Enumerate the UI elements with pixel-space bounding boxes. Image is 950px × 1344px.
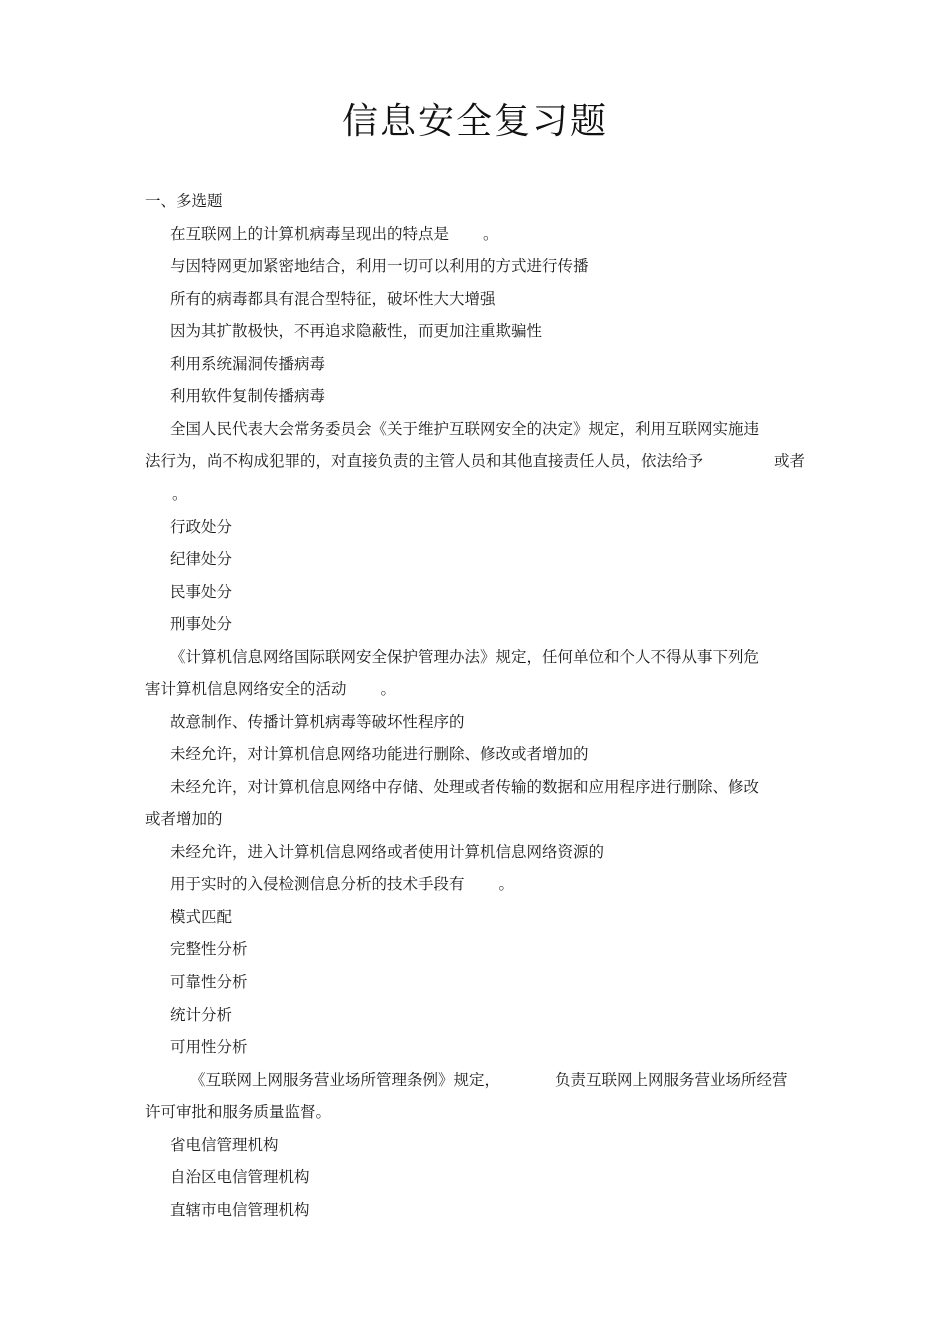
- question-1-option-d: 利用系统漏洞传播病毒: [170, 355, 326, 373]
- question-1-option-a: 与因特网更加紧密地结合，利用一切可以利用的方式进行传播: [170, 257, 589, 275]
- question-3-option-d: 未经允许，进入计算机信息网络或者使用计算机信息网络资源的: [170, 843, 605, 861]
- question-1-option-b: 所有的病毒都具有混合型特征，破坏性大大增强: [170, 290, 496, 308]
- question-1-text: 在互联网上的计算机病毒呈现出的特点是: [170, 225, 450, 243]
- question-1-option-c: 因为其扩散极快，不再追求隐蔽性，而更加注重欺骗性: [170, 322, 543, 340]
- question-5-stem-line-2: 许可审批和服务质量监督。: [145, 1103, 332, 1121]
- question-3-option-b: 未经允许，对计算机信息网络功能进行删除、修改或者增加的: [170, 745, 589, 763]
- question-4-option-b: 完整性分析: [170, 940, 248, 958]
- section-heading: 一、多选题: [145, 192, 223, 210]
- question-1-stem: [170, 223, 499, 245]
- question-4-option-d: 统计分析: [170, 1006, 233, 1024]
- question-5-option-b: 自治区电信管理机构: [170, 1168, 310, 1186]
- question-3-text: 害计算机信息网络安全的活动: [145, 680, 347, 698]
- question-4-option-c: 可靠性分析: [170, 973, 248, 991]
- question-3-option-c: 未经允许，对计算机信息网络中存储、处理或者传输的数据和应用程序进行删除、修改: [170, 778, 760, 796]
- question-2-option-d: 刑事处分: [170, 615, 233, 633]
- question-2-stem-line-2: 法行为，尚不构成犯罪的，对直接负责的主管人员和其他直接责任人员，依法给予: [145, 452, 704, 470]
- question-4-text: 用于实时的入侵检测信息分析的技术手段有: [170, 875, 465, 893]
- question-2-stem-line-1: 全国人民代表大会常务委员会《关于维护互联网安全的决定》规定，利用互联网实施违: [170, 420, 760, 438]
- question-2-option-b: 纪律处分: [170, 550, 233, 568]
- question-1-end: 。: [483, 225, 499, 243]
- question-2-option-a: 行政处分: [170, 518, 233, 536]
- question-4-stem: [170, 873, 514, 895]
- question-3-option-c-cont: 或者增加的: [145, 810, 223, 828]
- question-3-end: 。: [380, 680, 397, 698]
- question-3-stem-line-2: [145, 678, 396, 700]
- question-2-stem-line-3: 。: [172, 485, 188, 503]
- question-4-option-e: 可用性分析: [170, 1038, 248, 1056]
- question-5-stem-line-1-tail: 负责互联网上网服务营业场所经营: [555, 1071, 788, 1089]
- question-3-option-a: 故意制作、传播计算机病毒等破坏性程序的: [170, 713, 465, 731]
- question-4-option-a: 模式匹配: [170, 908, 233, 926]
- question-2-option-c: 民事处分: [170, 583, 233, 601]
- question-3-stem-line-1: 《计算机信息网络国际联网安全保护管理办法》规定，任何单位和个人不得从事下列危: [170, 648, 760, 666]
- question-4-end: 。: [498, 875, 515, 893]
- question-5-stem-line-1: 《互联网上网服务营业场所管理条例》规定，: [190, 1071, 501, 1089]
- question-5-option-a: 省电信管理机构: [170, 1136, 279, 1154]
- page-title: 信息安全复习题: [341, 101, 608, 142]
- question-5-option-c: 直辖市电信管理机构: [170, 1201, 310, 1219]
- question-1-option-e: 利用软件复制传播病毒: [170, 387, 326, 405]
- question-2-stem-line-2-tail: 或者: [774, 452, 806, 470]
